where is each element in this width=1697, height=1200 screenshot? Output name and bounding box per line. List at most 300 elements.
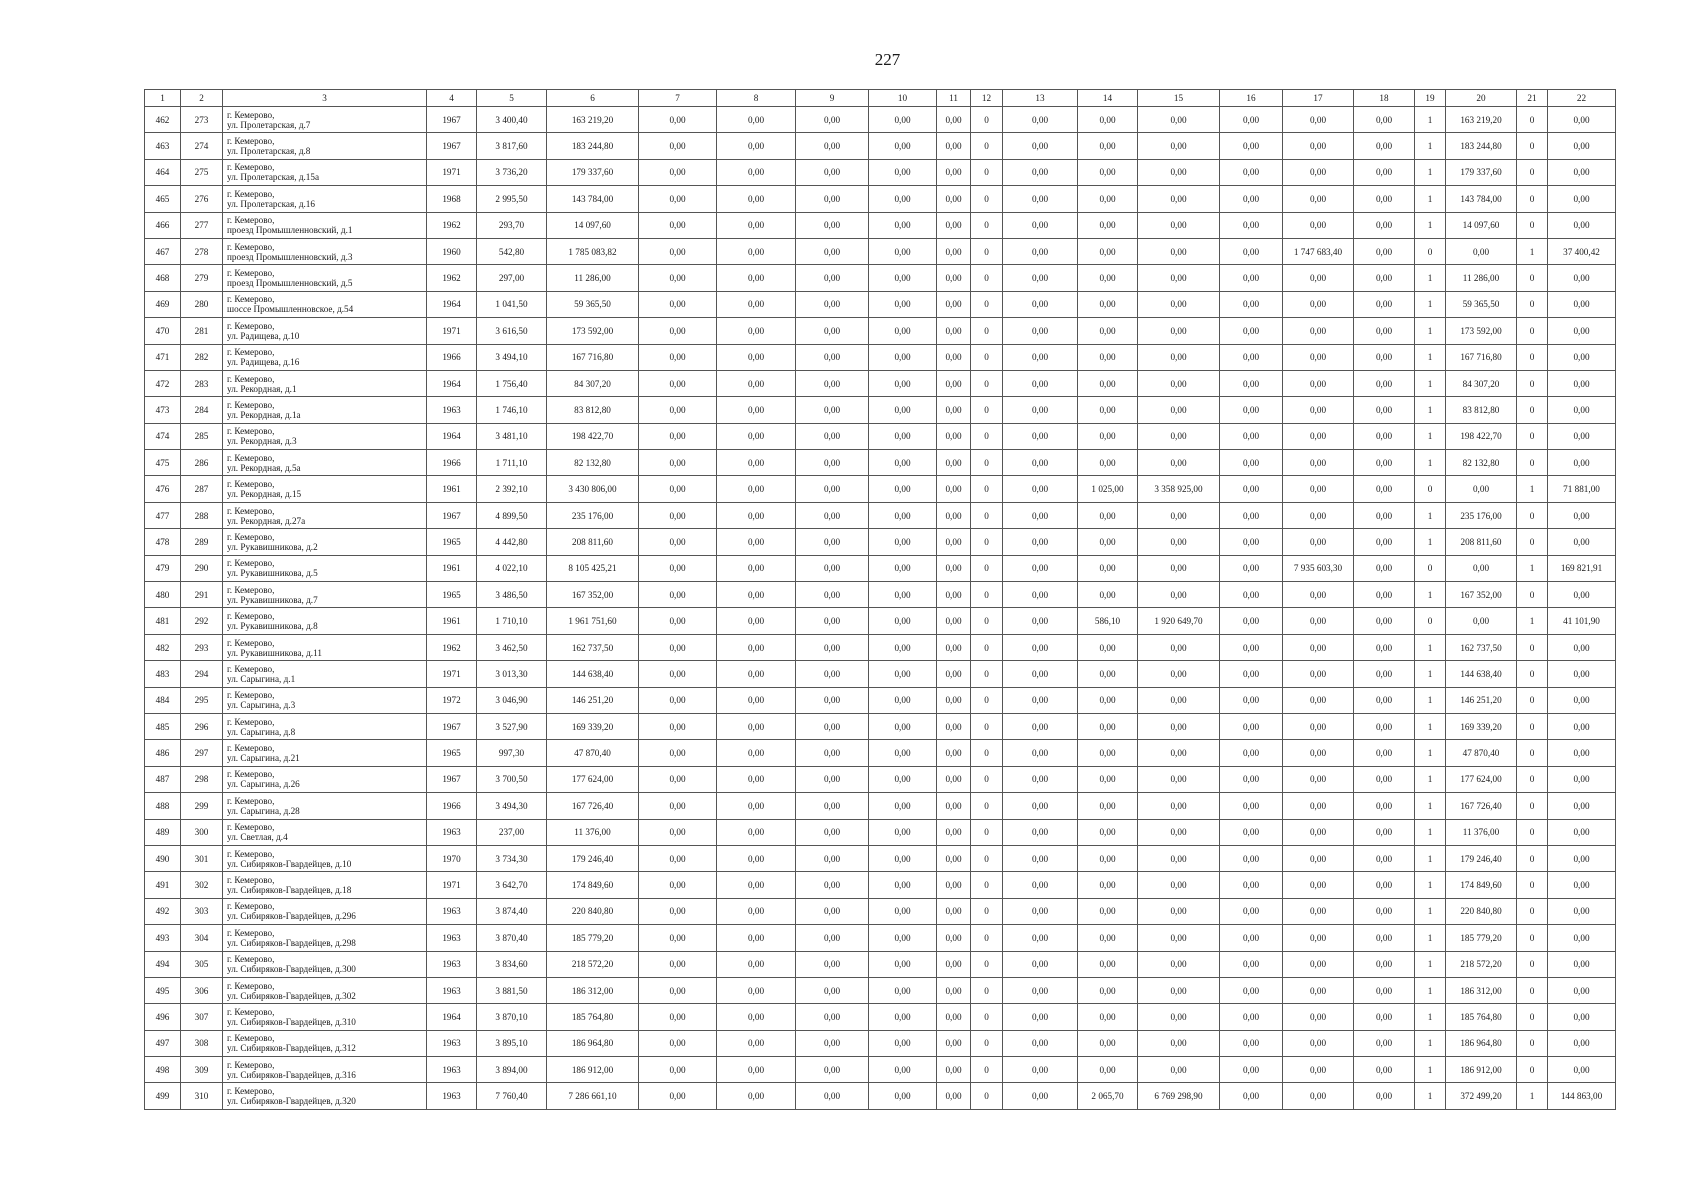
table-cell: 0,00 [937, 265, 971, 291]
table-cell: 0,00 [1548, 318, 1616, 344]
table-cell: 0,00 [1003, 898, 1078, 924]
address-line: ул. Светлая, д.4 [227, 832, 288, 843]
table-cell: 198 422,70 [547, 423, 639, 449]
table-cell: 0,00 [1138, 1030, 1220, 1056]
address-cell [223, 740, 427, 766]
table-cell: 0,00 [1003, 397, 1078, 423]
table-cell: 186 912,00 [1446, 1057, 1517, 1083]
address-line: ул. Пролетарская, д.7 [227, 119, 311, 130]
table-cell: 0,00 [1283, 265, 1354, 291]
table-cell: 0,00 [717, 555, 796, 581]
table-cell: 0,00 [1078, 977, 1138, 1003]
table-row [145, 634, 1616, 660]
table-cell: 0,00 [1220, 265, 1283, 291]
table-cell: 0,00 [1283, 133, 1354, 159]
address-line: г. Кемерово, [227, 479, 275, 490]
table-cell: 173 592,00 [547, 318, 639, 344]
column-header: 13 [1003, 90, 1078, 107]
table-cell: 0,00 [1283, 450, 1354, 476]
address-cell [223, 265, 427, 291]
table-cell: 0,00 [1003, 713, 1078, 739]
table-cell: 0,00 [1078, 872, 1138, 898]
table-cell: 1962 [427, 634, 477, 660]
table-cell: 479 [145, 555, 181, 581]
table-cell: 0,00 [1283, 212, 1354, 238]
address-line: ул. Сарыгина, д.8 [227, 726, 296, 737]
address-cell [223, 291, 427, 317]
table-cell: 0,00 [1138, 661, 1220, 687]
table-cell: 4 442,80 [477, 529, 547, 555]
table-cell: 1 041,50 [477, 291, 547, 317]
table-cell: 0,00 [639, 502, 717, 528]
table-cell: 490 [145, 845, 181, 871]
table-cell: 484 [145, 687, 181, 713]
table-cell: 280 [181, 291, 223, 317]
table-row [145, 740, 1616, 766]
table-cell: 0,00 [1283, 476, 1354, 502]
table-cell: 0,00 [639, 423, 717, 449]
table-cell: 0 [1517, 502, 1548, 528]
table-cell: 0,00 [1003, 1004, 1078, 1030]
table-cell: 0,00 [1138, 582, 1220, 608]
table-cell: 0,00 [1548, 845, 1616, 871]
table-cell: 0,00 [1003, 634, 1078, 660]
table-cell: 0,00 [639, 186, 717, 212]
column-header: 10 [869, 90, 937, 107]
table-cell: 0,00 [937, 766, 971, 792]
address-cell [223, 951, 427, 977]
address-line: проезд Промышленновский, д.1 [227, 225, 353, 236]
table-cell: 0,00 [1078, 634, 1138, 660]
table-cell: 7 286 661,10 [547, 1083, 639, 1109]
table-cell: 1 [1415, 370, 1446, 396]
table-cell: 0,00 [1138, 186, 1220, 212]
table-cell: 167 726,40 [547, 793, 639, 819]
address-line: г. Кемерово, [227, 531, 275, 542]
address-cell [223, 1057, 427, 1083]
table-cell: 0,00 [639, 793, 717, 819]
table-cell: 186 912,00 [547, 1057, 639, 1083]
table-cell: 1966 [427, 793, 477, 819]
table-cell: 37 400,42 [1548, 238, 1616, 264]
table-cell: 0,00 [1138, 634, 1220, 660]
table-cell: 464 [145, 159, 181, 185]
table-cell: 287 [181, 476, 223, 502]
table-cell: 162 737,50 [547, 634, 639, 660]
table-cell: 0,00 [1283, 898, 1354, 924]
address-cell [223, 925, 427, 951]
table-cell: 1961 [427, 555, 477, 581]
table-row [145, 450, 1616, 476]
table-cell: 0,00 [796, 608, 869, 634]
table-cell: 7 760,40 [477, 1083, 547, 1109]
table-cell: 0,00 [1220, 1057, 1283, 1083]
table-cell: 0,00 [1354, 344, 1415, 370]
table-cell: 179 337,60 [1446, 159, 1517, 185]
table-cell: 0,00 [869, 977, 937, 1003]
table-cell: 0,00 [639, 397, 717, 423]
column-header: 15 [1138, 90, 1220, 107]
table-cell: 1 [1415, 582, 1446, 608]
table-cell: 0 [1415, 476, 1446, 502]
table-row [145, 555, 1616, 581]
table-cell: 4 899,50 [477, 502, 547, 528]
table-cell: 0,00 [1003, 370, 1078, 396]
address-line: г. Кемерово, [227, 1059, 275, 1070]
address-line: ул. Сибиряков-Гвардейцев, д.298 [227, 937, 356, 948]
column-header: 19 [1415, 90, 1446, 107]
table-cell: 1965 [427, 529, 477, 555]
table-cell: 6 769 298,90 [1138, 1083, 1220, 1109]
table-cell: 0,00 [937, 1030, 971, 1056]
table-cell: 1 [1415, 423, 1446, 449]
table-cell: 0,00 [1548, 661, 1616, 687]
column-header: 5 [477, 90, 547, 107]
table-row [145, 212, 1616, 238]
table-cell: 163 219,20 [1446, 107, 1517, 133]
table-cell: 3 494,30 [477, 793, 547, 819]
table-cell: 0,00 [796, 186, 869, 212]
table-cell: 0,00 [937, 159, 971, 185]
table-cell: 0,00 [869, 951, 937, 977]
table-cell: 286 [181, 450, 223, 476]
table-cell: 1 [1415, 951, 1446, 977]
table-cell: 0,00 [1548, 159, 1616, 185]
table-cell: 0,00 [1354, 555, 1415, 581]
table-cell: 0,00 [869, 476, 937, 502]
table-cell: 220 840,80 [547, 898, 639, 924]
table-cell: 0,00 [1003, 423, 1078, 449]
table-cell: 463 [145, 133, 181, 159]
table-cell: 0,00 [1220, 1030, 1283, 1056]
table-cell: 0,00 [1446, 238, 1517, 264]
table-cell: 0,00 [639, 819, 717, 845]
table-cell: 0 [1517, 713, 1548, 739]
table-cell: 3 895,10 [477, 1030, 547, 1056]
table-cell: 0,00 [1220, 555, 1283, 581]
table-cell: 0,00 [1548, 925, 1616, 951]
address-line: ул. Рукавишникова, д.5 [227, 568, 318, 579]
table-cell: 0,00 [869, 423, 937, 449]
table-cell: 0,00 [639, 1030, 717, 1056]
table-cell: 0,00 [937, 1083, 971, 1109]
table-cell: 0,00 [717, 1057, 796, 1083]
table-cell: 0 [1415, 608, 1446, 634]
table-cell: 1972 [427, 687, 477, 713]
table-cell: 0,00 [1138, 898, 1220, 924]
table-cell: 1 710,10 [477, 608, 547, 634]
table-cell: 0,00 [717, 951, 796, 977]
table-cell: 0,00 [796, 872, 869, 898]
table-cell: 0 [971, 450, 1003, 476]
table-cell: 3 734,30 [477, 845, 547, 871]
address-line: ул. Рукавишникова, д.8 [227, 621, 318, 632]
table-cell: 0,00 [1548, 1004, 1616, 1030]
table-cell: 0,00 [1548, 977, 1616, 1003]
table-cell: 0,00 [1003, 476, 1078, 502]
table-cell: 0,00 [1548, 265, 1616, 291]
table-cell: 0,00 [1220, 450, 1283, 476]
table-cell: 1 746,10 [477, 397, 547, 423]
table-cell: 0,00 [796, 212, 869, 238]
table-cell: 0 [1517, 212, 1548, 238]
table-cell: 0,00 [937, 450, 971, 476]
table-cell: 0,00 [1283, 1030, 1354, 1056]
table-cell: 0 [971, 397, 1003, 423]
table-cell: 0,00 [1548, 529, 1616, 555]
table-cell: 290 [181, 555, 223, 581]
table-cell: 0,00 [1220, 925, 1283, 951]
table-cell: 0 [1517, 370, 1548, 396]
table-cell: 482 [145, 634, 181, 660]
table-cell: 3 462,50 [477, 634, 547, 660]
table-cell: 84 307,20 [1446, 370, 1517, 396]
table-cell: 0,00 [1220, 661, 1283, 687]
address-cell [223, 766, 427, 792]
column-header: 8 [717, 90, 796, 107]
column-header: 12 [971, 90, 1003, 107]
table-cell: 208 811,60 [547, 529, 639, 555]
table-cell: 0,00 [1220, 423, 1283, 449]
table-cell: 1968 [427, 186, 477, 212]
table-cell: 0,00 [1354, 265, 1415, 291]
table-cell: 0,00 [1354, 977, 1415, 1003]
table-cell: 372 499,20 [1446, 1083, 1517, 1109]
table-cell: 0,00 [937, 819, 971, 845]
table-cell: 1 [1415, 212, 1446, 238]
column-header: 9 [796, 90, 869, 107]
table-cell: 0 [1517, 661, 1548, 687]
table-row [145, 1030, 1616, 1056]
table-cell: 0,00 [717, 370, 796, 396]
table-cell: 0,00 [1078, 423, 1138, 449]
table-cell: 0,00 [796, 529, 869, 555]
table-cell: 0,00 [1078, 186, 1138, 212]
table-cell: 0,00 [1283, 291, 1354, 317]
table-cell: 480 [145, 582, 181, 608]
table-cell: 0,00 [869, 845, 937, 871]
table-cell: 218 572,20 [1446, 951, 1517, 977]
table-cell: 0,00 [1220, 634, 1283, 660]
column-header: 3 [223, 90, 427, 107]
address-line: г. Кемерово, [227, 1006, 275, 1017]
table-row [145, 423, 1616, 449]
table-cell: 0 [971, 238, 1003, 264]
table-cell: 0,00 [1138, 951, 1220, 977]
address-line: г. Кемерово, [227, 954, 275, 965]
table-cell: 11 286,00 [547, 265, 639, 291]
table-cell: 1967 [427, 766, 477, 792]
table-cell: 0,00 [1138, 766, 1220, 792]
table-cell: 0,00 [937, 1004, 971, 1030]
address-line: г. Кемерово, [227, 320, 275, 331]
address-cell [223, 238, 427, 264]
table-cell: 1964 [427, 291, 477, 317]
table-cell: 0,00 [1283, 793, 1354, 819]
table-cell: 0,00 [639, 1004, 717, 1030]
table-cell: 302 [181, 872, 223, 898]
address-line: г. Кемерово, [227, 743, 275, 754]
table-cell: 0,00 [869, 265, 937, 291]
table-cell: 0,00 [869, 291, 937, 317]
table-cell: 0,00 [1078, 582, 1138, 608]
table-cell: 485 [145, 713, 181, 739]
table-cell: 488 [145, 793, 181, 819]
table-cell: 474 [145, 423, 181, 449]
table-cell: 0,00 [1003, 318, 1078, 344]
table-cell: 1 [1517, 238, 1548, 264]
table-cell: 471 [145, 344, 181, 370]
table-cell: 470 [145, 318, 181, 344]
table-cell: 0,00 [1548, 687, 1616, 713]
table-cell: 0,00 [1078, 661, 1138, 687]
table-cell: 0,00 [1078, 502, 1138, 528]
address-line: г. Кемерово, [227, 294, 275, 305]
table-cell: 0,00 [1354, 291, 1415, 317]
table-cell: 462 [145, 107, 181, 133]
address-line: шоссе Промышленновское, д.54 [227, 304, 354, 315]
table-cell: 467 [145, 238, 181, 264]
table-cell: 0,00 [639, 133, 717, 159]
table-cell: 185 764,80 [1446, 1004, 1517, 1030]
table-cell: 0,00 [1003, 793, 1078, 819]
table-cell: 283 [181, 370, 223, 396]
table-cell: 0,00 [1138, 370, 1220, 396]
table-cell: 0,00 [869, 819, 937, 845]
table-cell: 143 784,00 [547, 186, 639, 212]
table-cell: 1963 [427, 951, 477, 977]
table-cell: 0,00 [1548, 740, 1616, 766]
address-cell [223, 397, 427, 423]
table-row [145, 344, 1616, 370]
address-line: ул. Рекордная, д.15 [227, 489, 302, 500]
table-cell: 481 [145, 608, 181, 634]
table-cell: 3 527,90 [477, 713, 547, 739]
address-line: ул. Сарыгина, д.3 [227, 700, 296, 711]
table-cell: 288 [181, 502, 223, 528]
table-cell: 0,00 [717, 397, 796, 423]
address-line: г. Кемерово, [227, 1086, 275, 1097]
table-cell: 1 711,10 [477, 450, 547, 476]
table-cell: 0,00 [937, 291, 971, 317]
address-cell [223, 133, 427, 159]
table-cell: 11 286,00 [1446, 265, 1517, 291]
table-cell: 0,00 [1078, 450, 1138, 476]
table-cell: 0,00 [1354, 423, 1415, 449]
table-cell: 1 [1415, 1030, 1446, 1056]
address-line: г. Кемерово, [227, 637, 275, 648]
table-cell: 0,00 [1548, 951, 1616, 977]
address-cell [223, 159, 427, 185]
table-cell: 1 [1517, 555, 1548, 581]
table-row [145, 397, 1616, 423]
table-cell: 0,00 [1354, 107, 1415, 133]
table-cell: 11 376,00 [547, 819, 639, 845]
table-cell: 0,00 [1220, 582, 1283, 608]
table-cell: 0 [1517, 872, 1548, 898]
table-cell: 144 638,40 [1446, 661, 1517, 687]
table-cell: 0,00 [796, 476, 869, 502]
table-cell: 478 [145, 529, 181, 555]
table-cell: 0,00 [1220, 687, 1283, 713]
address-line: ул. Рекордная, д.27а [227, 515, 306, 526]
address-line: ул. Рекордная, д.1 [227, 383, 297, 394]
table-cell: 0,00 [796, 661, 869, 687]
table-cell: 0 [1517, 291, 1548, 317]
table-cell: 0,00 [1003, 529, 1078, 555]
table-cell: 0,00 [1283, 687, 1354, 713]
table-cell: 0,00 [1283, 397, 1354, 423]
table-cell: 0,00 [639, 212, 717, 238]
table-cell: 185 779,20 [1446, 925, 1517, 951]
table-cell: 496 [145, 1004, 181, 1030]
table-cell: 466 [145, 212, 181, 238]
address-line: г. Кемерово, [227, 505, 275, 516]
table-cell: 1962 [427, 265, 477, 291]
table-cell: 0,00 [639, 450, 717, 476]
table-cell: 0,00 [869, 925, 937, 951]
table-cell: 0,00 [1354, 740, 1415, 766]
table-cell: 1 [1415, 687, 1446, 713]
table-cell: 0,00 [1078, 344, 1138, 370]
table-cell: 169 339,20 [547, 713, 639, 739]
table-cell: 0,00 [1283, 1057, 1354, 1083]
table-cell: 0,00 [1220, 977, 1283, 1003]
address-line: г. Кемерово, [227, 795, 275, 806]
table-cell: 0,00 [1548, 713, 1616, 739]
table-cell: 3 013,30 [477, 661, 547, 687]
table-cell: 0,00 [1548, 634, 1616, 660]
address-line: г. Кемерово, [227, 716, 275, 727]
table-cell: 3 494,10 [477, 344, 547, 370]
table-cell: 274 [181, 133, 223, 159]
table-cell: 0,00 [1548, 291, 1616, 317]
table-cell: 0,00 [1003, 977, 1078, 1003]
address-line: ул. Сибиряков-Гвардейцев, д.310 [227, 1016, 356, 1027]
table-cell: 0,00 [1078, 687, 1138, 713]
table-cell: 179 246,40 [547, 845, 639, 871]
table-cell: 0,00 [717, 212, 796, 238]
table-cell: 0 [971, 476, 1003, 502]
table-cell: 1965 [427, 582, 477, 608]
table-cell: 2 392,10 [477, 476, 547, 502]
column-header: 22 [1548, 90, 1616, 107]
table-cell: 0,00 [717, 608, 796, 634]
table-cell: 173 592,00 [1446, 318, 1517, 344]
table-cell: 0,00 [869, 1057, 937, 1083]
table-cell: 0,00 [869, 1083, 937, 1109]
table-cell: 0,00 [796, 740, 869, 766]
table-cell: 0,00 [1548, 582, 1616, 608]
table-cell: 0,00 [639, 291, 717, 317]
address-line: г. Кемерово, [227, 241, 275, 252]
table-cell: 0,00 [1354, 186, 1415, 212]
table-cell: 494 [145, 951, 181, 977]
table-row [145, 582, 1616, 608]
table-cell: 0,00 [1283, 925, 1354, 951]
table-cell: 237,00 [477, 819, 547, 845]
table-cell: 0,00 [639, 107, 717, 133]
table-cell: 493 [145, 925, 181, 951]
table-cell: 0,00 [796, 265, 869, 291]
table-cell: 0,00 [1354, 872, 1415, 898]
table-cell: 0,00 [717, 265, 796, 291]
address-line: ул. Рекордная, д.1а [227, 409, 301, 420]
table-cell: 0,00 [1354, 766, 1415, 792]
table-cell: 0,00 [869, 872, 937, 898]
table-cell: 1 747 683,40 [1283, 238, 1354, 264]
table-cell: 1 [1415, 977, 1446, 1003]
